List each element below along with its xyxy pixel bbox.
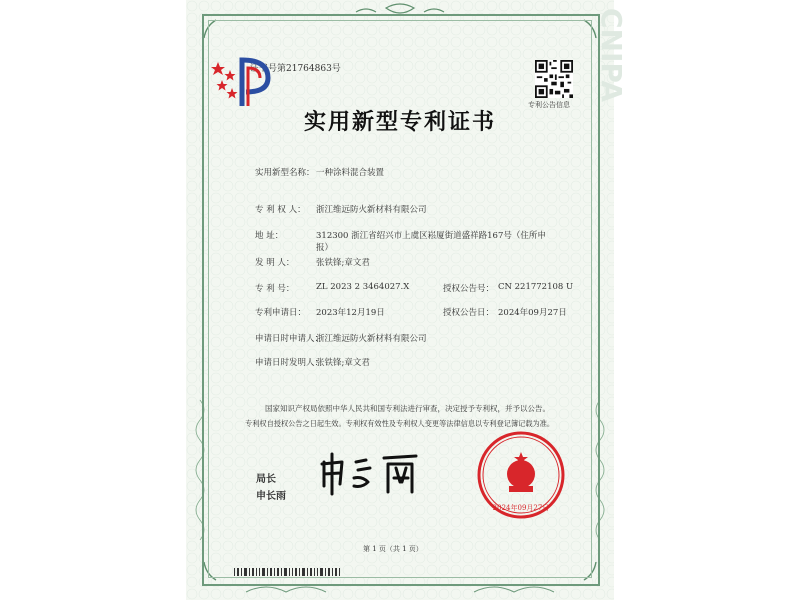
certificate-number: 证书号第21764863号 bbox=[250, 64, 341, 74]
certificate-title: 实用新型专利证书 bbox=[303, 109, 496, 135]
field-name-label: 实用新型名称： bbox=[255, 168, 315, 178]
field-filing-date-label: 专利申请日： bbox=[255, 308, 307, 318]
seal-date: 2024年09月27日 bbox=[492, 504, 550, 512]
director-title: 局长 bbox=[256, 474, 276, 485]
field-patent-no-label: 专 利 号： bbox=[255, 284, 295, 294]
notice-line-2: 专利权自授权公告之日起生效。专利权有效性及专利权人变更等法律信息以专利登记簿记载为准。 bbox=[245, 419, 555, 428]
field-inventor-at-filing-label: 申请日时发明人： bbox=[255, 358, 324, 368]
field-applicant-value: 浙江维远防火新材料有限公司 bbox=[316, 334, 427, 344]
field-applicant-label: 申请日时申请人： bbox=[255, 334, 324, 344]
field-grant-date-value: 2024年09月27日 bbox=[498, 308, 567, 318]
field-inventor-value: 张铁锋;章文君 bbox=[316, 258, 370, 268]
cnipa-logo bbox=[212, 52, 272, 110]
field-address-value-line2: 报） bbox=[316, 243, 334, 253]
bottom-barcode bbox=[234, 568, 564, 576]
field-grant-date-label: 授权公告日： bbox=[443, 308, 495, 318]
qr-caption: 专利公告信息 bbox=[528, 101, 570, 109]
field-patent-no-value: ZL 2023 2 3464027.X bbox=[316, 282, 410, 292]
field-grant-no-value: CN 221772108 U bbox=[498, 282, 574, 292]
field-filing-date-value: 2023年12月19日 bbox=[316, 308, 385, 318]
field-holder-value: 浙江维远防火新材料有限公司 bbox=[316, 205, 427, 215]
notice-line-1: 国家知识产权局依照中华人民共和国专利法进行审查，决定授予专利权，并予以公告。 bbox=[265, 404, 550, 413]
qr-code bbox=[535, 60, 573, 98]
page-indicator: 第 1 页（共 1 页） bbox=[363, 545, 423, 553]
field-inventor-at-filing-value: 张铁锋;章文君 bbox=[316, 358, 370, 368]
director-name: 申长雨 bbox=[256, 491, 286, 502]
field-address-label: 地 址： bbox=[255, 231, 284, 241]
field-grant-no-label: 授权公告号： bbox=[443, 284, 495, 294]
official-seal bbox=[476, 430, 566, 520]
director-signature bbox=[318, 452, 428, 497]
field-name-value: 一种涂料混合装置 bbox=[316, 168, 385, 178]
field-holder-label: 专 利 权 人： bbox=[255, 205, 306, 215]
cnipa-watermark: CNIPA bbox=[595, 8, 628, 103]
field-address-value-line1: 312300 浙江省绍兴市上虞区崧厦街道盛祥路167号（住所申 bbox=[316, 231, 546, 241]
field-inventor-label: 发 明 人： bbox=[255, 258, 295, 268]
